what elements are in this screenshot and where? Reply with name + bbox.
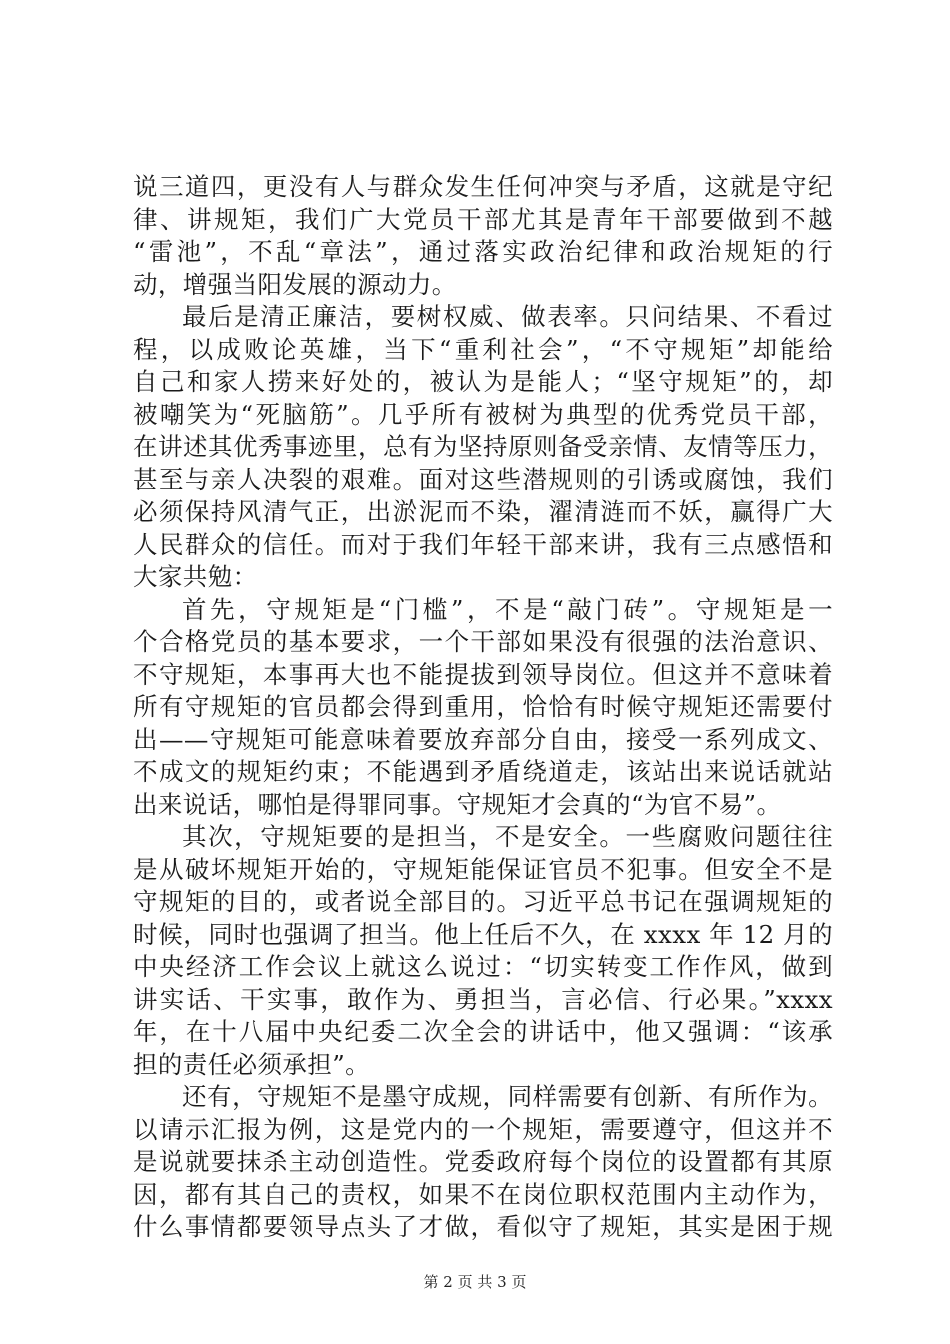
text-line: 人民群众的信任。而对于我们年轻干部来讲，我有三点感悟和 (133, 529, 833, 559)
text-line: 是从破坏规矩开始的，守规矩能保证官员不犯事。但安全不是 (133, 854, 833, 884)
text-line: 在讲述其优秀事迹里，总有为坚持原则备受亲情、友情等压力， (133, 432, 833, 461)
text-line: 是说就要抹杀主动创造性。党委政府每个岗位的设置都有其原 (133, 1147, 833, 1176)
text-line: 大家共勉： (133, 562, 258, 591)
body-text (133, 171, 833, 1244)
text-line: 动，增强当阳发展的源动力。 (133, 269, 457, 299)
paragraph-first-line: 还有，守规矩不是墨守成规，同样需要有创新、有所作为。 (182, 1082, 833, 1111)
text-line: 自己和家人捞来好处的，被认为是能人；“坚守规矩”的，却 (133, 367, 833, 396)
text-line: 不守规矩，本事再大也不能提拔到领导岗位。但这并不意味着 (133, 659, 833, 689)
text-line: 必须保持风清气正，出淤泥而不染，濯清涟而不妖，赢得广大 (133, 497, 833, 526)
text-line: 个合格党员的基本要求，一个干部如果没有很强的法治意识、 (133, 627, 833, 656)
text-line: 说三道四，更没有人与群众发生任何冲突与矛盾，这就是守纪 (133, 172, 833, 201)
text-line: “雷池”，不乱“章法”，通过落实政治纪律和政治规矩的行 (133, 237, 833, 266)
text-line: 中央经济工作会议上就这么说过：“切实转变工作作风，做到 (133, 952, 833, 981)
text-line: 出——守规矩可能意味着要放弃部分自由，接受一系列成文、 (133, 724, 833, 754)
text-line: 不成文的规矩约束；不能遇到矛盾绕道走，该站出来说话就站 (133, 757, 833, 786)
text-line: 守规矩的目的，或者说全部目的。习近平总书记在强调规矩的 (133, 887, 833, 916)
paragraph-first-line: 最后是清正廉洁，要树权威、做表率。只问结果、不看过 (182, 302, 833, 331)
text-line: 程，以成败论英雄，当下“重利社会”，“不守规矩”却能给 (133, 334, 833, 364)
text-line: 被嘲笑为“死脑筋”。几乎所有被树为典型的优秀党员干部， (133, 399, 833, 429)
paragraph-first-line: 其次，守规矩要的是担当，不是安全。一些腐败问题往往 (182, 822, 833, 851)
text-line: 因，都有其自己的责权，如果不在岗位职权范围内主动作为， (133, 1179, 833, 1209)
text-line: 以请示汇报为例，这是党内的一个规矩，需要遵守，但这并不 (133, 1114, 833, 1144)
text-line: 甚至与亲人决裂的艰难。面对这些潜规则的引诱或腐蚀，我们 (133, 464, 833, 494)
text-line: 什么事情都要领导点头了才做，看似守了规矩，其实是困于规 (133, 1212, 833, 1241)
text-line: 时候，同时也强调了担当。他上任后不久，在 xxxx 年 12 月的 (133, 919, 833, 949)
text-line: 担的责任必须承担”。 (133, 1049, 371, 1079)
text-line: 出来说话，哪怕是得罪同事。守规矩才会真的“为官不易”。 (133, 789, 782, 819)
page-number-footer: 第 2 页 共 3 页 (423, 1273, 527, 1291)
text-line: 所有守规矩的官员都会得到重用，恰恰有时候守规矩还需要付 (133, 692, 833, 721)
text-line: 讲实话、干实事，敢作为、勇担当，言必信、行必果。”xxxx (133, 984, 833, 1014)
text-line: 律、讲规矩，我们广大党员干部尤其是青年干部要做到不越 (133, 204, 833, 234)
text-line: 年，在十八届中央纪委二次全会的讲话中，他又强调：“该承 (133, 1017, 833, 1046)
paragraph-first-line: 首先，守规矩是“门槛”，不是“敲门砖”。守规矩是一 (182, 594, 833, 624)
